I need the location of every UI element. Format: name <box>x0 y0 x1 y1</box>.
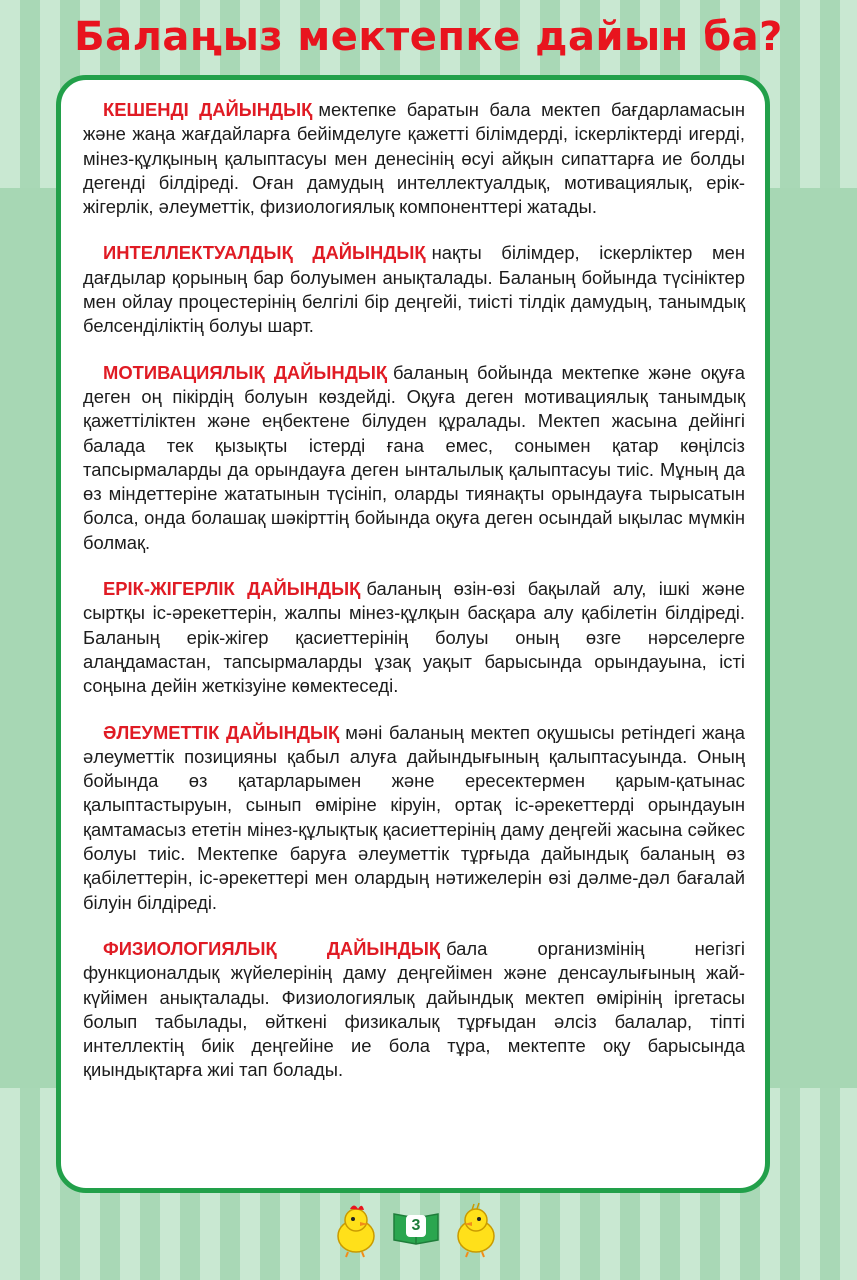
section-intellectual-readiness <box>83 241 745 338</box>
section-heading: КЕШЕНДІ ДАЙЫНДЫҚ <box>103 99 313 120</box>
section-text: мектепке баратын бала мектеп бағдарламасын және жаңа жағдайларға бейімделуге қажетті білімдерді, іскерліктерді игерді, мінез-құлқының қалыптасуы мен денесінің өсуі айқын сипаттарға ие болды дегенді білдіреді. Оған дамудың интеллектуалдық, мотивациялық, ерік-жігерлік, әлеуметтік, физиологиялық компоненттері жатады. <box>83 99 745 218</box>
section-text: нақты білімдер, іскерліктер мен дағдылар қорының бар болуымен анықталады. Баланың бойында түсініктер мен ойлау процестерінің белгілі бір деңгейі, тиісті тілдік дамудың, танымдық белсенділіктің болуы шарт. <box>83 242 745 337</box>
section-text: мәні баланың мектеп оқушысы ретіндегі жаңа әлеуметтік позицияны қабыл алуға дайындығының қалыптасуында. Оның бойында өз қатарларымен және ересектермен қарым-қатынас қалыптастыруын, сынып өміріне кіруін, ортақ іс-әрекеттерді орындауын қамтамасыз ететін мінез-құлықтық қасиеттерінің даму деңгейі жасына сәйкес болуы тиіс. Мектепке баруға әлеуметтік тұрғыда дайындық баланың өз қабілеттерін, іс-әрекеттері мен олардың нәтижелерін өзі дәлме-дәл бағалай білуін білдіреді. <box>83 721 745 913</box>
content-card <box>56 75 770 1193</box>
section-text: баланың бойында мектепке және оқуға деген оң пікірдің болуын көздейді. Оқуға деген мотивациялық танымдық қажеттіліктен және еңбектене білуден құралады. Мектеп жасына дейінгі балада тек қызықты істерді ғана емес, сонымен қатар көңілсіз тапсырмаларды да орындауға деген ынталылық қалыптасуы тиіс. Мұның да өз міндеттеріне жататынын түсініп, оларды тиянақты орындауға тырысатын болса, онда болашақ шәкірттің бойында оқуға деген осындай ықылас мүмкін болмақ. <box>83 361 745 553</box>
section-motivational-readiness <box>83 361 745 555</box>
section-heading: МОТИВАЦИЯЛЫҚ ДАЙЫНДЫҚ <box>103 361 388 383</box>
page-number-badge <box>390 1210 442 1246</box>
section-complex-readiness <box>83 98 745 219</box>
page-title: Балаңыз мектепке дайын ба? <box>74 14 783 60</box>
section-text: бала организмінің негізгі функционалдық жүйелерінің даму деңгейімен және денсаулығының жай-күйімен анықталады. Физиологиялық дайындық мектеп өмірінің іргетасы болып табылады, өйткені физикалық тұрғыдан әлсіз балалар, тіпті интеллектің биік деңгейіне ие бола тұра, мектепте оқу барысында қиындықтарға жиі тап болады. <box>83 937 745 1081</box>
chick-icon <box>330 1202 382 1258</box>
section-social-readiness <box>83 721 745 915</box>
page-number: 3 <box>406 1215 426 1237</box>
section-heading: ЕРІК-ЖІГЕРЛІК ДАЙЫНДЫҚ <box>103 578 361 600</box>
section-volitional-readiness <box>83 577 745 698</box>
page-footer <box>0 1202 857 1262</box>
section-heading: ФИЗИОЛОГИЯЛЫҚ ДАЙЫНДЫҚ <box>103 937 441 959</box>
section-heading: ӘЛЕУМЕТТІК ДАЙЫНДЫҚ <box>103 721 340 743</box>
chick-icon <box>450 1202 502 1258</box>
section-text: баланың өзін-өзі бақылай алу, ішкі және сыртқы іс-әрекеттерін, жалпы мінез-құлқын басқара алу қабілетін білдіреді. Баланың ерік-жігер қасиеттерінің болуы оның өзге нәрселерге алаңдамастан, тапсырмаларды ұзақ уақыт барысында орындауына, істі соңына дейін жеткізуіне көмектеседі. <box>83 578 745 697</box>
section-physiological-readiness <box>83 937 745 1083</box>
section-heading: ИНТЕЛЛЕКТУАЛДЫҚ ДАЙЫНДЫҚ <box>103 242 426 264</box>
